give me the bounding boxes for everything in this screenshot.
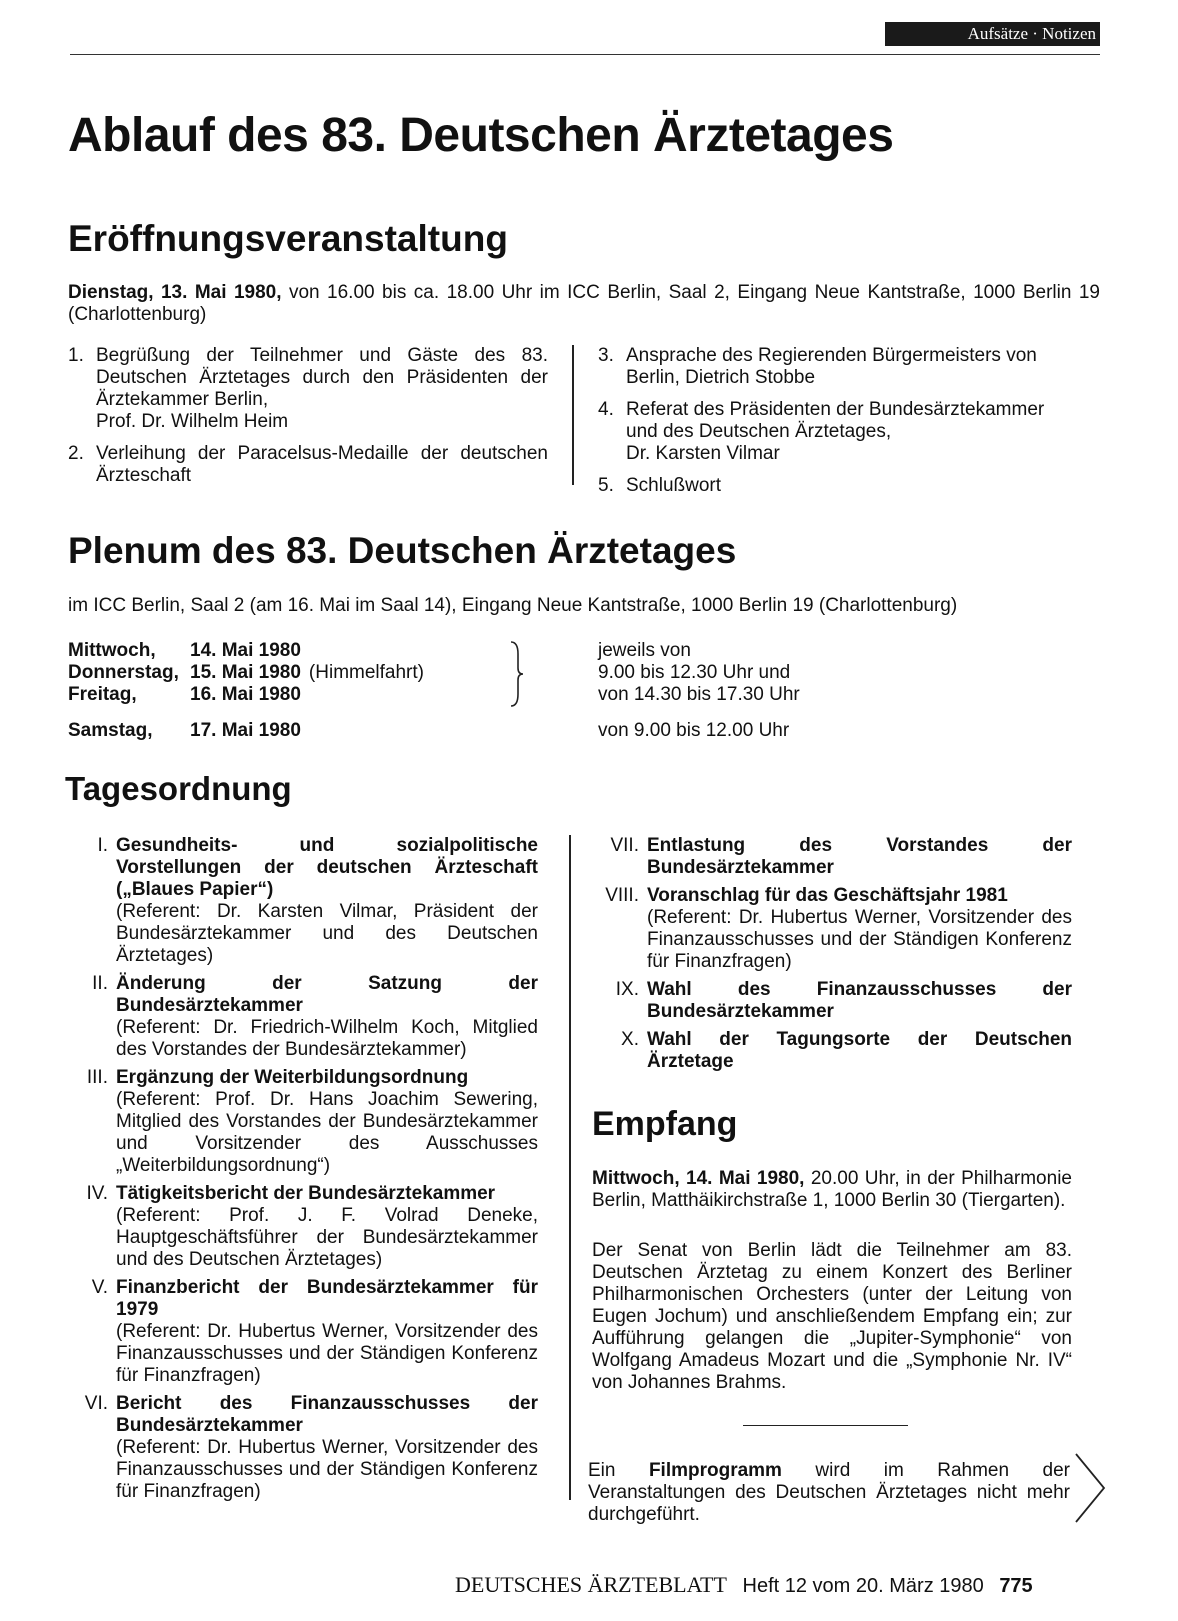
schedule-brace (505, 640, 527, 708)
reception-heading: Empfang (592, 1105, 738, 1143)
agenda-number: IX. (615, 979, 639, 1000)
item-text: Verleihung der Paracelsus-Medaille der deutschen Ärzteschaft (96, 443, 548, 486)
film-note-pre: Ein (588, 1460, 649, 1481)
journal-name: DEUTSCHES ÄRZTEBLATT (455, 1572, 727, 1597)
agenda-number: III. (86, 1067, 108, 1088)
schedule-row (68, 706, 424, 742)
agenda-detail: (Referent: Dr. Hubertus Werner, Vorsitzender des Finanzausschusses und der Ständigen Konferenz für Finanzfragen) (647, 907, 1072, 972)
agenda-number: VIII. (605, 885, 639, 906)
separator-rule (743, 1425, 908, 1426)
schedule-date: 15. Mai 1980 (190, 662, 301, 683)
schedule-day: Donnerstag, (68, 662, 179, 683)
schedule-times-grouped (598, 640, 800, 706)
page-number: 775 (999, 1575, 1033, 1597)
opening-list-left (68, 345, 548, 497)
agenda-title: Ergänzung der Weiterbildungsordnung (116, 1067, 469, 1088)
schedule-note: (Himmelfahrt) (308, 662, 424, 683)
agenda-number: VI. (84, 1393, 108, 1414)
agenda-detail: (Referent: Prof. Dr. Hans Joachim Sewering, Mitglied des Vorstandes der Bundesärztekammer und Vorsitzender des Ausschusses „Weiterbildungsordnung“) (116, 1089, 538, 1176)
agenda-number: V. (91, 1277, 108, 1298)
agenda-item (68, 1393, 538, 1503)
plenum-heading: Plenum des 83. Deutschen Ärztetages (68, 530, 737, 571)
agenda-title: Voranschlag für das Geschäftsjahr 1981 (647, 885, 1008, 906)
plenum-schedule (68, 640, 424, 742)
item-text: Referat des Präsidenten der Bundesärztekammer und des Deutschen Ärztetages, Dr. Karsten Vilmar (626, 399, 1045, 464)
agenda-item (68, 835, 538, 967)
top-rule (70, 54, 1100, 55)
continue-arrow-icon (1073, 1452, 1107, 1524)
agenda-item (592, 1029, 1072, 1073)
item-text: Begrüßung der Teilnehmer und Gäste des 83. Deutschen Ärztetages durch den Präsidenten der Ärztekammer Berlin, Prof. Dr. Wilhelm Heim (96, 345, 548, 432)
item-number: 2. (68, 443, 84, 464)
agenda-title: Gesundheits- und sozialpolitische Vorstellungen der deutschen Ärzteschaft („Blaues Papier“) (116, 835, 538, 900)
agenda-title: Tätigkeitsbericht der Bundesärztekammer (116, 1183, 496, 1204)
time-line: 9.00 bis 12.30 Uhr und (598, 662, 791, 683)
agenda-column-right (592, 835, 1072, 1079)
opening-item (598, 345, 1078, 389)
schedule-date: 14. Mai 1980 (190, 640, 301, 661)
column-divider (569, 835, 571, 1500)
section-label: Aufsätze · Notizen (885, 22, 1100, 46)
opening-intro (68, 282, 1100, 326)
opening-item (598, 399, 1078, 465)
opening-list-right (598, 345, 1078, 507)
item-number: 3. (598, 345, 614, 366)
schedule-time-saturday: von 9.00 bis 12.00 Uhr (598, 720, 790, 741)
agenda-title: Wahl des Finanzausschusses der Bundesärztekammer (647, 979, 1072, 1022)
agenda-title: Änderung der Satzung der Bundesärztekammer (116, 973, 538, 1016)
opening-item (598, 475, 1078, 497)
agenda-number: IV. (86, 1183, 108, 1204)
opening-location: von 16.00 bis ca. 18.00 Uhr im ICC Berlin, Saal 2, Eingang Neue Kantstraße, 1000 Berlin 19 (Charlottenburg) (68, 282, 1100, 325)
item-number: 1. (68, 345, 84, 366)
footer (455, 1572, 1033, 1598)
schedule-note (301, 640, 424, 662)
agenda-number: II. (92, 973, 108, 994)
agenda-detail: (Referent: Prof. J. F. Volrad Deneke, Hauptgeschäftsführer der Bundesärztekammer und des Deutschen Ärztetages) (116, 1205, 538, 1270)
film-note (588, 1460, 1070, 1526)
schedule-row (68, 662, 424, 684)
agenda-item (68, 1067, 538, 1177)
time-line: von 14.30 bis 17.30 Uhr (598, 684, 800, 705)
agenda-detail: (Referent: Dr. Hubertus Werner, Vorsitzender des Finanzausschusses und der Ständigen Konferenz für Finanzfragen) (116, 1321, 538, 1386)
agenda-column-left (68, 835, 538, 1509)
issue-info: Heft 12 vom 20. März 1980 (742, 1575, 984, 1597)
opening-item (68, 443, 548, 487)
plenum-location: im ICC Berlin, Saal 2 (am 16. Mai im Saal 14), Eingang Neue Kantstraße, 1000 Berlin 19 (Charlottenburg) (68, 595, 958, 616)
schedule-row (68, 640, 424, 662)
agenda-title: Bericht des Finanzausschusses der Bundesärztekammer (116, 1393, 538, 1436)
opening-heading: Eröffnungsveranstaltung (68, 218, 508, 259)
item-number: 4. (598, 399, 614, 420)
agenda-item (68, 1183, 538, 1271)
film-note-post: wird im Rahmen der Veranstaltungen des Deutschen Ärztetages nicht mehr durchgeführt. (588, 1460, 1070, 1525)
agenda-detail: (Referent: Dr. Karsten Vilmar, Präsident der Bundesärztekammer und des Deutschen Ärztetages) (116, 901, 538, 966)
agenda-detail: (Referent: Dr. Friedrich-Wilhelm Koch, Mitglied des Vorstandes der Bundesärztekammer) (116, 1017, 538, 1060)
agenda-title: Wahl der Tagungsorte der Deutschen Ärztetage (647, 1029, 1072, 1072)
page-title: Ablauf des 83. Deutschen Ärztetages (68, 109, 894, 162)
reception-intro (592, 1168, 1072, 1212)
agenda-item (68, 1277, 538, 1387)
agenda-heading: Tagesordnung (65, 770, 292, 807)
column-divider (572, 345, 574, 485)
film-note-bold: Filmprogramm (648, 1460, 782, 1481)
agenda-title: Finanzbericht der Bundesärztekammer für 1979 (116, 1277, 538, 1320)
reception-date: Mittwoch, 14. Mai 1980, (592, 1168, 805, 1189)
agenda-number: I. (97, 835, 108, 856)
schedule-day: Samstag, (68, 720, 153, 741)
agenda-item (592, 979, 1072, 1023)
schedule-day: Mittwoch, (68, 640, 156, 661)
schedule-date: 16. Mai 1980 (190, 684, 301, 705)
agenda-item (68, 973, 538, 1061)
schedule-day: Freitag, (68, 684, 137, 705)
time-line: jeweils von (598, 640, 691, 661)
agenda-item (592, 885, 1072, 973)
schedule-note (301, 684, 424, 706)
agenda-number: VII. (610, 835, 639, 856)
agenda-title: Entlastung des Vorstandes der Bundesärztekammer (647, 835, 1072, 878)
agenda-detail: (Referent: Dr. Hubertus Werner, Vorsitzender des Finanzausschusses und der Ständigen Konferenz für Finanzfragen) (116, 1437, 538, 1502)
opening-date: Dienstag, 13. Mai 1980, (68, 282, 282, 303)
item-text: Ansprache des Regierenden Bürgermeisters von Berlin, Dietrich Stobbe (626, 345, 1037, 388)
opening-item (68, 345, 548, 433)
item-text: Schlußwort (626, 475, 722, 496)
schedule-note (301, 706, 424, 742)
schedule-row (68, 684, 424, 706)
reception-location: 20.00 Uhr, in der Philharmonie Berlin, Matthäikirchstraße 1, 1000 Berlin 30 (Tiergarten). (592, 1168, 1072, 1211)
reception-body: Der Senat von Berlin lädt die Teilnehmer am 83. Deutschen Ärztetag zu einem Konzert des Berliner Philharmonischen Orchesters (unter der Leitung von Eugen Jochum) und anschließendem Empfang ein; zur Aufführung gelangen die „Jupiter-Symphonie“ von Wolfgang Amadeus Mozart und die „Symphonie Nr. IV“ von Johannes Brahms. (592, 1240, 1072, 1393)
item-number: 5. (598, 475, 614, 496)
agenda-number: X. (621, 1029, 639, 1050)
schedule-date: 17. Mai 1980 (190, 720, 301, 741)
agenda-item (592, 835, 1072, 879)
